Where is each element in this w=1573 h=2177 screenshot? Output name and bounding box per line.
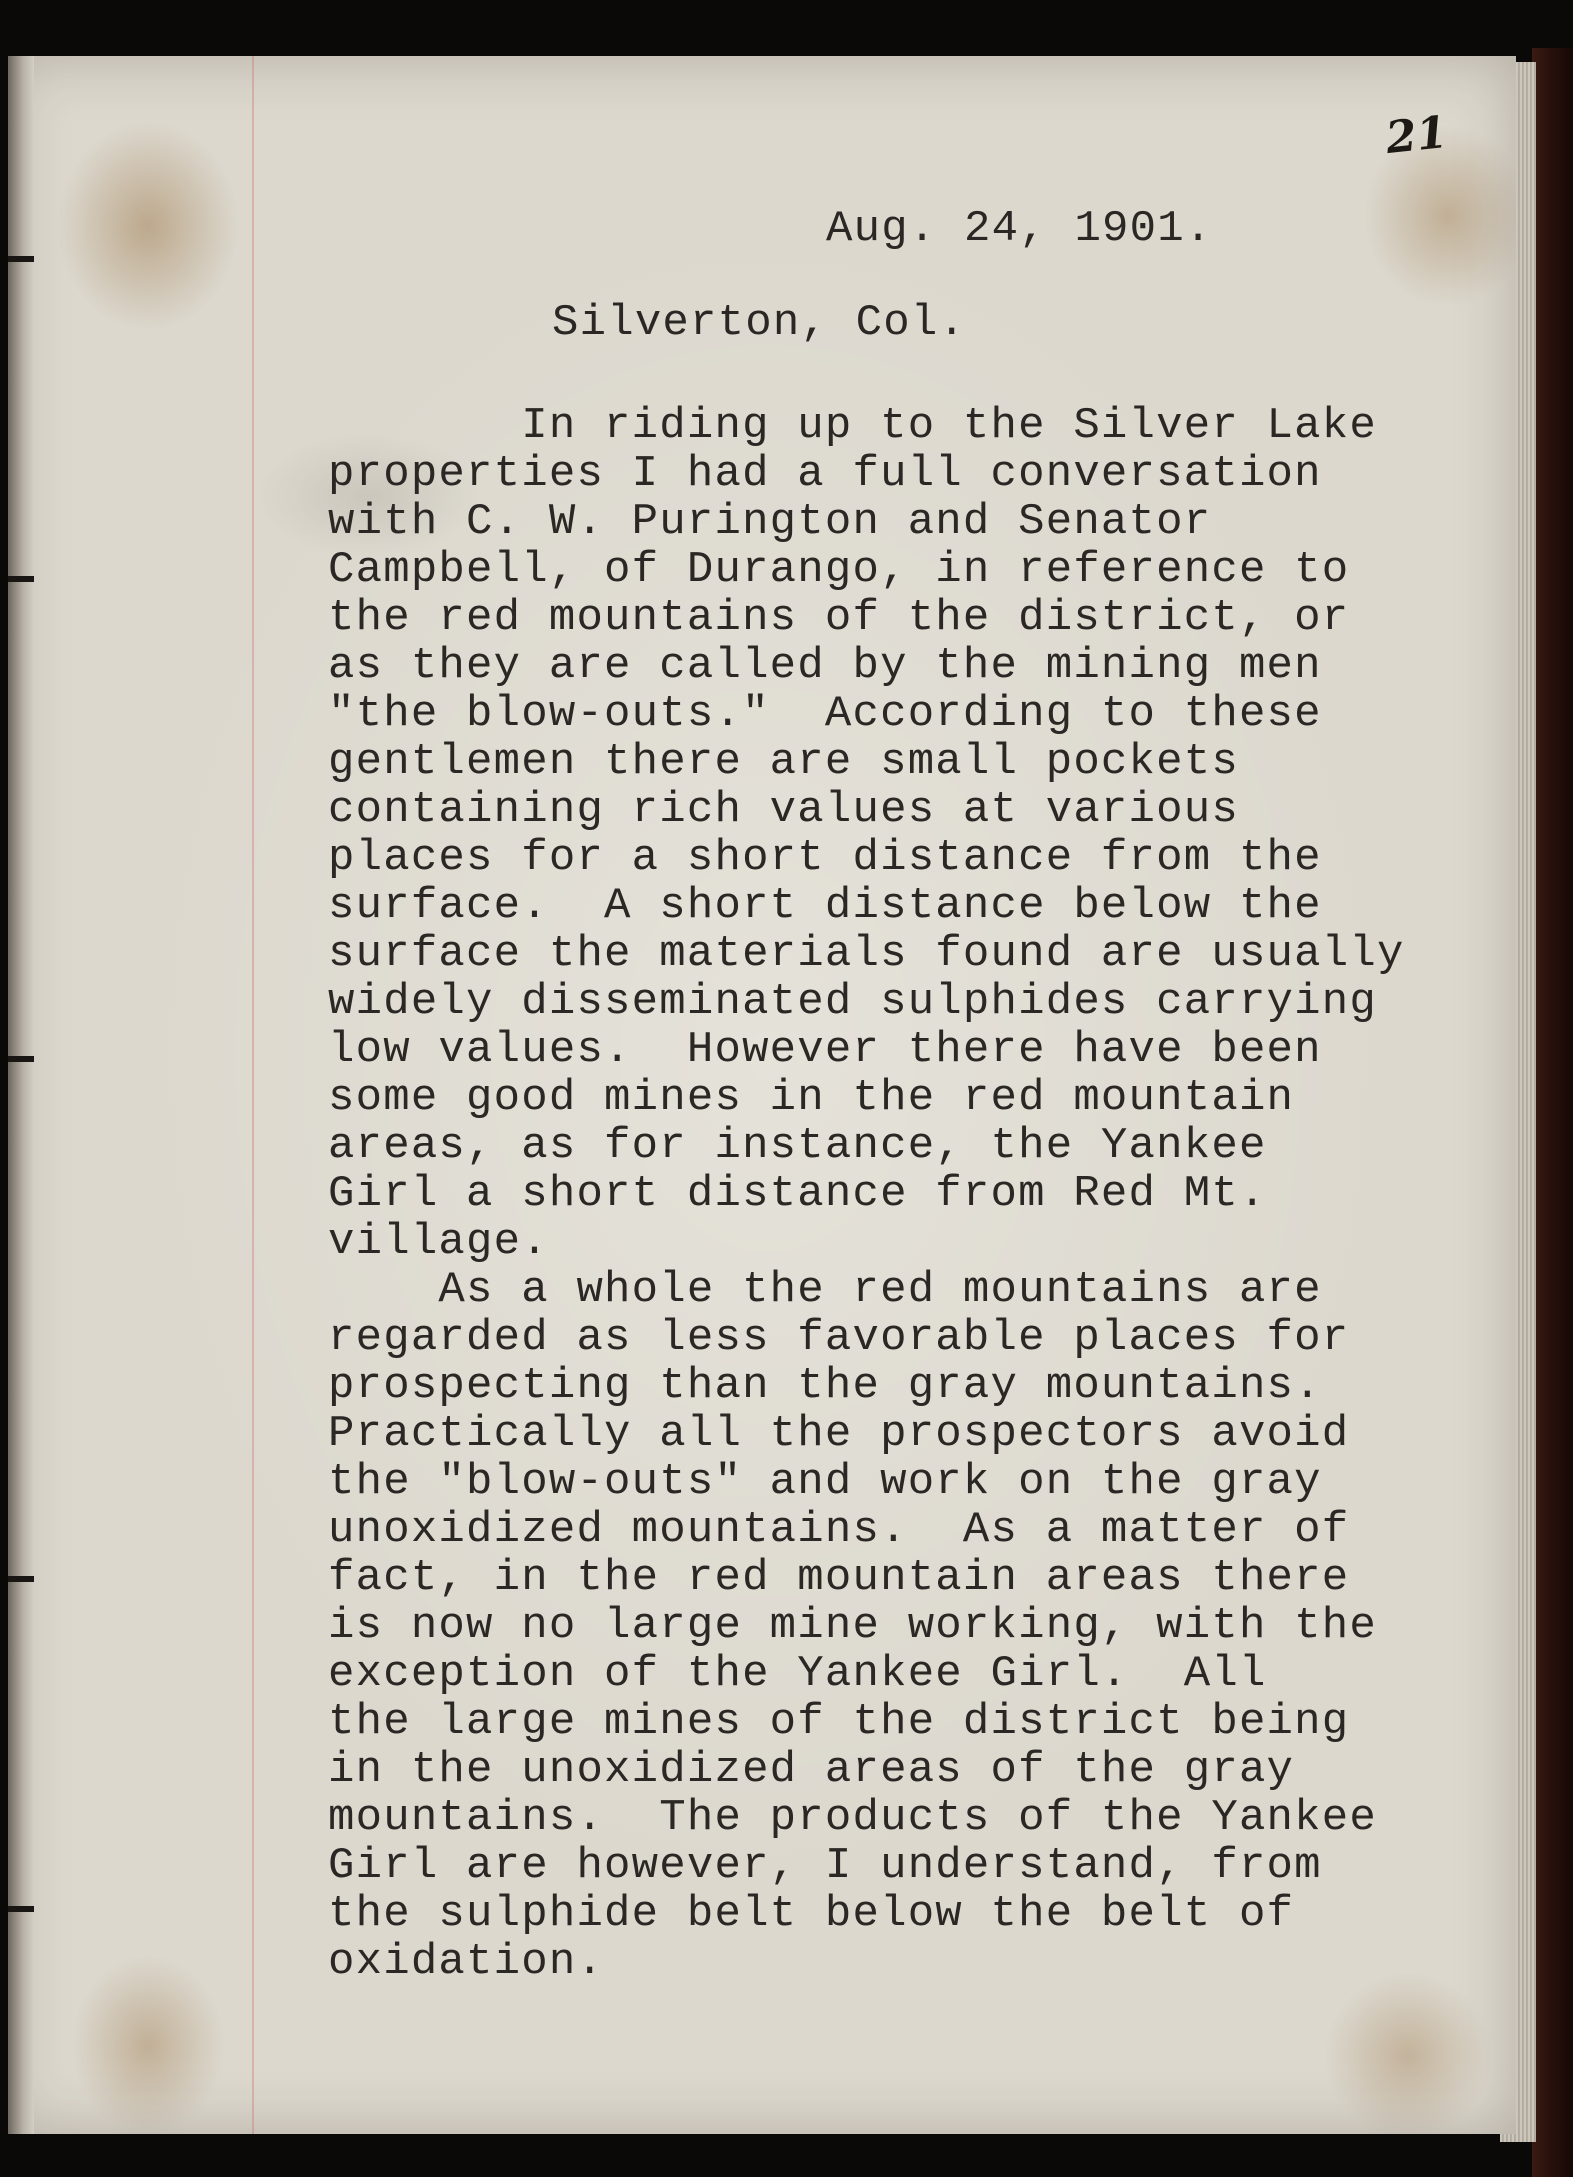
text-line: places for a short distance from the <box>328 833 1322 883</box>
text-line: is now no large mine working, with the <box>328 1601 1377 1651</box>
text-line: In riding up to the Silver Lake <box>328 401 1377 451</box>
text-line: Girl a short distance from Red Mt. <box>328 1169 1267 1219</box>
text-line: low values. However there have been <box>328 1025 1322 1075</box>
text-line: Practically all the prospectors avoid <box>328 1409 1350 1459</box>
text-line: containing rich values at various <box>328 785 1239 835</box>
text-line: with C. W. Purington and Senator <box>328 497 1212 547</box>
text-line: mountains. The products of the Yankee <box>328 1793 1377 1843</box>
text-line: oxidation. <box>328 1937 605 1987</box>
margin-rule <box>252 56 254 2134</box>
binding-tick <box>8 1576 34 1582</box>
text-line: fact, in the red mountain areas there <box>328 1553 1350 1603</box>
text-line: As a whole the red mountains are <box>328 1265 1322 1315</box>
text-line: Campbell, of Durango, in reference to <box>328 545 1350 595</box>
text-line: the "blow-outs" and work on the gray <box>328 1457 1322 1507</box>
typed-body-text <box>328 402 1528 1986</box>
text-line: some good mines in the red mountain <box>328 1073 1295 1123</box>
book-cover-edge <box>1532 48 1573 2177</box>
text-line: surface. A short distance below the <box>328 881 1322 931</box>
entry-location: Silverton, Col. <box>552 298 967 348</box>
entry-date: Aug. 24, 1901. <box>826 204 1213 254</box>
text-line: the red mountains of the district, or <box>328 593 1350 643</box>
text-line: surface the materials found are usually <box>328 929 1405 979</box>
binding-tick <box>8 576 34 582</box>
text-line: areas, as for instance, the Yankee <box>328 1121 1267 1171</box>
text-line: village. <box>328 1217 549 1267</box>
text-line: in the unoxidized areas of the gray <box>328 1745 1295 1795</box>
text-line: properties I had a full conversation <box>328 449 1322 499</box>
text-line: "the blow-outs." According to these <box>328 689 1322 739</box>
binding-tick <box>8 256 34 262</box>
text-line: prospecting than the gray mountains. <box>328 1361 1322 1411</box>
text-line: the sulphide belt below the belt of <box>328 1889 1295 1939</box>
text-line: Girl are however, I understand, from <box>328 1841 1322 1891</box>
text-line: the large mines of the district being <box>328 1697 1350 1747</box>
binding-tick <box>8 1056 34 1062</box>
page-binding <box>8 56 34 2134</box>
binding-tick <box>8 1906 34 1912</box>
notebook-page <box>8 56 1516 2134</box>
text-line: gentlemen there are small pockets <box>328 737 1239 787</box>
text-line: as they are called by the mining men <box>328 641 1322 691</box>
handwritten-page-number: 21 <box>1383 106 1450 165</box>
text-line: widely disseminated sulphides carrying <box>328 977 1377 1027</box>
text-line: exception of the Yankee Girl. All <box>328 1649 1267 1699</box>
text-line: regarded as less favorable places for <box>328 1313 1350 1363</box>
text-line: unoxidized mountains. As a matter of <box>328 1505 1350 1555</box>
